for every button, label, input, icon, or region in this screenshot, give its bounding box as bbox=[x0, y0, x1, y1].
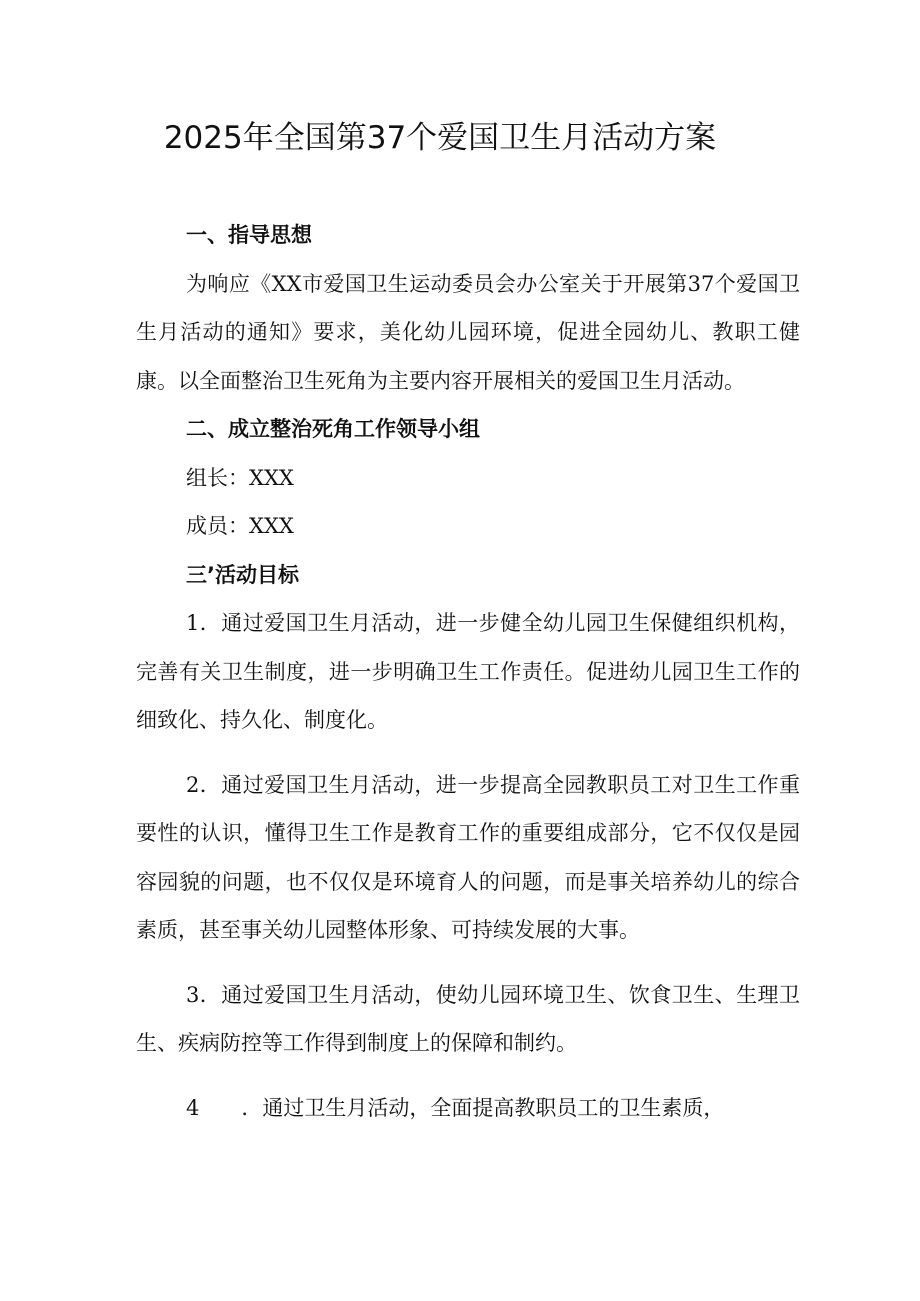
document-title: 2025年全国第37个爱国卫生月活动方案 bbox=[163, 120, 717, 156]
document-body bbox=[136, 211, 800, 1132]
section-heading-activity-goals: 三’活动目标 bbox=[186, 562, 299, 587]
goal-item-4: 4 ．通过卫生月活动，全面提高教职员工的卫生素质， bbox=[186, 1095, 725, 1120]
group-members-line: 成员：XXX bbox=[186, 514, 294, 538]
goal-item-3: 3．通过爱国卫生月活动，使幼儿园环境卫生、饮食卫生、生理卫生、疾病防控等工作得到制度上的保障和制约。 bbox=[136, 982, 800, 1055]
paragraph-guiding-ideology: 为响应《XX市爱国卫生运动委员会办公室关于开展第37个爱国卫生月活动的通知》要求，美化幼儿园环境，促进全园幼儿、教职工健康。以全面整治卫生死角为主要内容开展相关的爱国卫生月活动。 bbox=[136, 271, 800, 393]
section-heading-guiding-ideology: 一、指导思想 bbox=[186, 223, 312, 247]
group-leader-line: 组长：XXX bbox=[186, 465, 294, 490]
goal-item-2: 2．通过爱国卫生月活动，进一步提高全园教职员工对卫生工作重要性的认识，懂得卫生工作是教育工作的重要组成部分，它不仅仅是园容园貌的问题，也不仅仅是环境育人的问题，而是事关培养幼儿的综合素质，甚至事关幼儿园整体形象、可持续发展的大事。 bbox=[136, 772, 800, 942]
goal-item-1: 1．通过爱国卫生月活动，进一步健全幼儿园卫生保健组织机构，完善有关卫生制度，进一步明确卫生工作责任。促进幼儿园卫生工作的细致化、持久化、制度化。 bbox=[136, 611, 800, 732]
section-heading-leading-group: 二、成立整治死角工作领导小组 bbox=[186, 417, 480, 441]
